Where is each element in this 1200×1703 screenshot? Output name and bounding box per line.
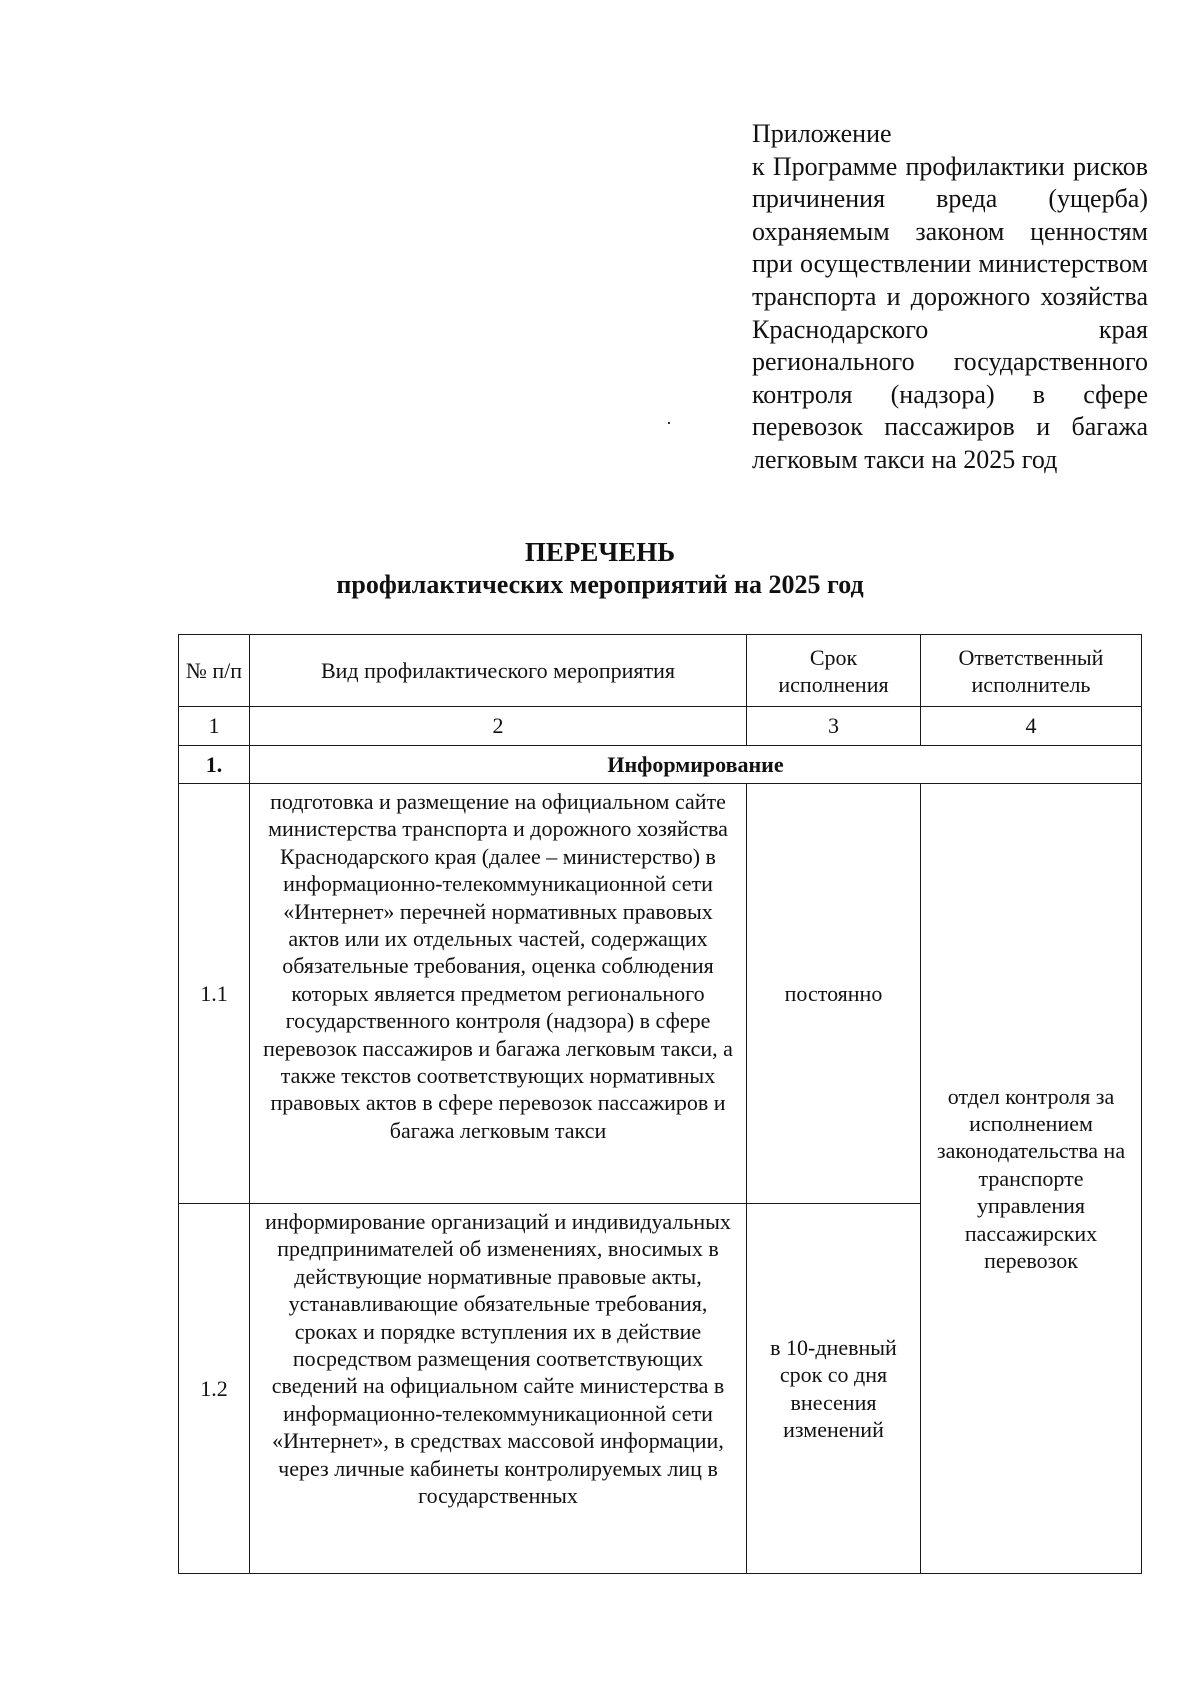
row-term: постоянно (747, 784, 921, 1204)
col-number: 1 (179, 707, 250, 746)
row-num: 1.1 (179, 784, 250, 1204)
header-responsible: Ответственный исполнитель (921, 635, 1142, 707)
table-header-row (179, 635, 1142, 707)
row-term: в 10-дневный срок со дня внесения изменений (747, 1204, 921, 1574)
scan-speck (668, 422, 670, 424)
col-number: 2 (250, 707, 747, 746)
section-row (179, 746, 1142, 784)
row-kind: подготовка и размещение на официальном сайте министерства транспорта и дорожного хозяйства Краснодарского края (далее – министерство) в информационно-телекоммуникационной сети «Интернет» перечней нормативных правовых актов или их отдельных частей, содержащих обязательные требования, оценка соблюдения которых является предметом регионального государственного контроля (надзора) в сфере перевозок пассажиров и багажа легковым такси, а также текстов соответствующих нормативных правовых актов в сфере перевозок пассажиров и багажа легковым такси (250, 784, 747, 1204)
header-term: Срок исполнения (747, 635, 921, 707)
row-kind: информирование организаций и индивидуальных предпринимателей об изменениях, вносимых в действующие нормативные правовые акты, устанавливающие обязательные требования, сроках и порядке вступления их в действие посредством размещения соответствующих сведений на официальном сайте министерства в информационно-телекоммуникационной сети «Интернет», в средствах массовой информации, через личные кабинеты контролируемых лиц в государственных (250, 1204, 747, 1574)
header-num: № п/п (179, 635, 250, 707)
row-responsible: отдел контроля за исполнением законодательства на транспорте управления пассажирских перевозок (921, 784, 1142, 1574)
appendix-heading: Приложение (752, 119, 892, 148)
col-number: 4 (921, 707, 1142, 746)
section-num: 1. (179, 746, 250, 784)
section-title: Информирование (250, 746, 1142, 784)
document-subtitle: профилактических мероприятий на 2025 год (336, 570, 864, 599)
appendix-note (752, 118, 1148, 477)
document-title: ПЕРЕЧЕНЬ (524, 537, 676, 567)
column-number-row (179, 707, 1142, 746)
appendix-text: к Программе профилактики рисков причинения вреда (ущерба) охраняемым законом ценностям при осуществлении министерством транспорта и дорожного хозяйства Краснодарского края регионального государственного контроля (надзора) в сфере перевозок пассажиров и багажа легковым такси на 2025 год (752, 151, 1148, 474)
row-num: 1.2 (179, 1204, 250, 1574)
col-number: 3 (747, 707, 921, 746)
table-row (179, 784, 1142, 1204)
header-kind: Вид профилактического мероприятия (250, 635, 747, 707)
measures-table (178, 634, 1142, 1574)
